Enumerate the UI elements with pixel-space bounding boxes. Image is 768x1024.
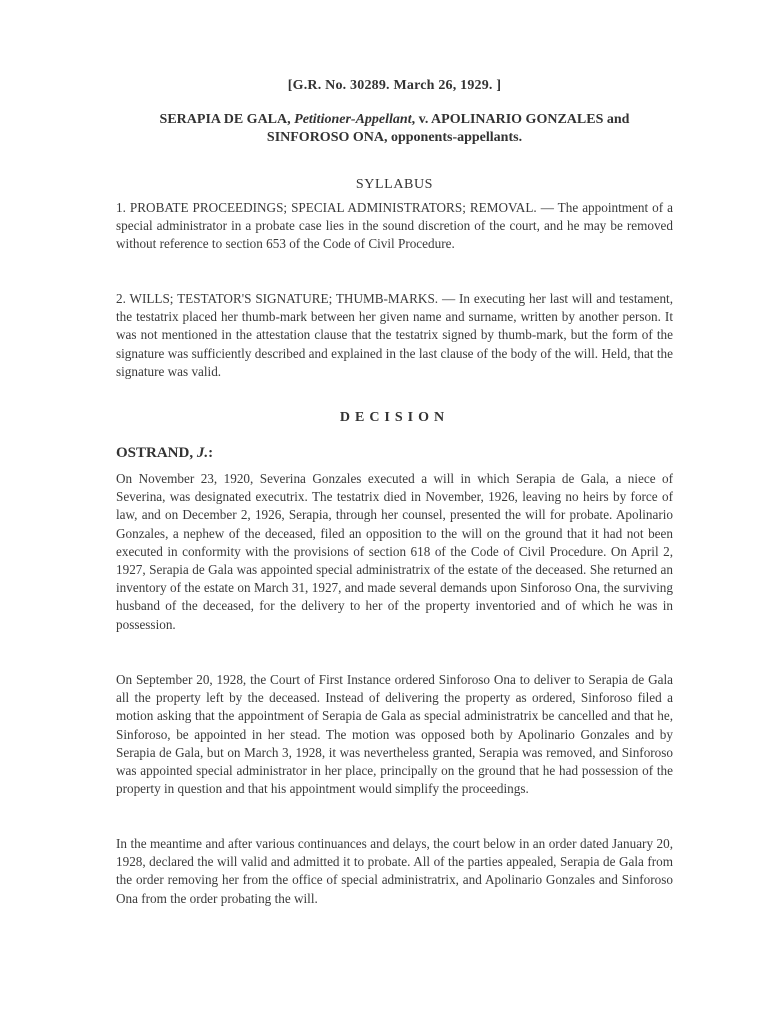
opinion-author [116,445,213,462]
versus-line: , v. APOLINARIO GONZALES and [411,112,630,127]
author-colon: : [208,445,214,461]
decision-paragraph-1: On November 23, 1920, Severina Gonzales executed a will in which Serapia de Gala, a niece of Severina, was designated executrix. The testatrix died in November, 1926, leaving no heirs by force of law, and on December 2, 1926, Serapia, through her counsel, presented the will for probate. Apolinario Gonzales, a nephew of the deceased, filed an opposition to the will on the ground that it had not been executed in conformity with the provisions of section 618 of the Code of Civil Procedure. On April 2, 1927, Serapia de Gala was appointed special administratrix of the estate of the deceased. She returned an inventory of the estate on March 31, 1927, and made several demands upon Sinforoso Ona, the surviving husband of the deceased, for the delivery to her of the property inventoried and of which he was in possession. [116,471,673,632]
author-name: OSTRAND, [116,445,197,461]
decision-heading: DECISION [339,410,450,425]
decision-paragraph-3: In the meantime and after various continuances and delays, the court below in an order dated January 20, 1928, declared the will valid and admitted it to probate. All of the parties appealed, Serapia de Gala from the order removing her from the office of special administratrix, and Apolinario Gonzales and Sinforoso Ona from the order probating the will. [116,836,673,906]
syllabus-item-1: 1. PROBATE PROCEEDINGS; SPECIAL ADMINISTRATORS; REMOVAL. — The appointment of a special administrator in a probate case lies in the sound discretion of the court, and he may be removed without reference to section 653 of the Code of Civil Procedure. [116,200,673,252]
petitioner-role: Petitioner-Appellant [294,112,412,127]
case-parties [116,111,673,147]
decision-paragraph-2: On September 20, 1928, the Court of First Instance ordered Sinforoso Ona to deliver to Serapia de Gala all the property left by the deceased. Instead of delivering the property as ordered, Sinforoso filed a motion asking that the appointment of Serapia de Gala as special administratrix be cancelled and that he, Sinforoso, be appointed in her stead. The motion was opposed both by Apolinario Gonzales and by Serapia de Gala, but on March 3, 1928, it was nevertheless granted, Serapia was removed, and Sinforoso was appointed special administrator in her place, principally on the ground that he had possession of the property in question and that his appointment would simplify the proceedings. [116,672,673,797]
case-number: [G.R. No. 30289. March 26, 1929. ] [287,78,502,93]
syllabus-item-2: 2. WILLS; TESTATOR'S SIGNATURE; THUMB-MARKS. — In executing her last will and testament, the testatrix placed her thumb-mark between her given name and surname, written by another person. It was not mentioned in the attestation clause that the testatrix signed by thumb-mark, but the form of the signature was sufficiently described and explained in the last clause of the body of the will. Held, that the signature was valid. [116,291,673,379]
opponents-line: SINFOROSO ONA, opponents-appellants. [266,130,523,145]
syllabus-heading: SYLLABUS [355,177,434,192]
petitioner-name: SERAPIA DE GALA, [159,112,295,127]
author-title: J. [196,445,209,461]
